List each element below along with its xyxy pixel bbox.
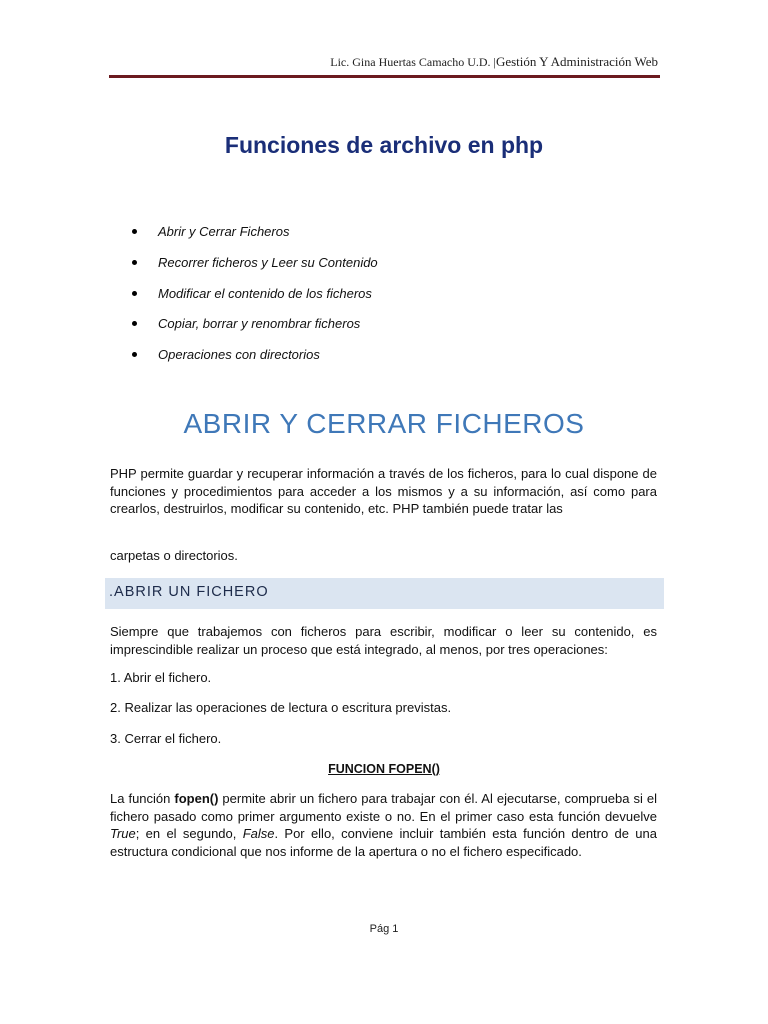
fopen-text-4: . Por ello, conviene incluir también esta función dentro de una estructura condicional que nos informe de la apertura o no el fichero especificado. [110,826,657,859]
topics-list [130,222,378,376]
document-title: Funciones de archivo en php [224,132,544,158]
step-item: 2. Realizar las operaciones de lectura o escritura previstas. [110,700,452,715]
fopen-text-2: permite abrir un fichero para trabajar con él. Al ejecutarse, comprueba si el fichero pasado como primer argumento existe o no. En el primer caso esta función devuelve [110,791,657,824]
header-divider [109,75,660,78]
true-word: True [110,826,136,841]
subheading-bar [105,578,664,609]
list-item: Modificar el contenido de los ficheros [130,284,378,315]
false-word: False [242,826,275,841]
fopen-text-3: ; en el segundo, [135,826,243,841]
step-item: 1. Abrir el fichero. [110,670,212,685]
subheading: .ABRIR UN FICHERO [109,584,269,600]
header-author: Lic. Gina Huertas Camacho U.D. | [330,55,496,69]
step-item: 3. Cerrar el fichero. [110,731,222,746]
header-course: Gestión Y Administración Web [495,54,658,69]
list-item: Operaciones con directorios [130,345,378,376]
operations-paragraph: Siempre que trabajemos con ficheros para escribir, modificar o leer su contenido, es imprescindible realizar un proceso que está integrado, al menos, por tres operaciones: [110,624,657,657]
intro-paragraph-tail: carpetas o directorios. [110,548,238,563]
list-item: Copiar, borrar y renombrar ficheros [130,314,378,345]
list-item: Recorrer ficheros y Leer su Contenido [130,253,378,284]
page-number: Pág 1 [369,923,399,935]
intro-paragraph: PHP permite guardar y recuperar información a través de los ficheros, para lo cual dispone de funciones y procedimientos para acceder a los mismos y a su información, así como para crearlos, destruirlos, modificar su contenido, etc. PHP también puede tratar las [110,466,657,516]
function-title: FUNCION FOPEN() [328,762,440,776]
fopen-function-name: fopen() [174,791,219,806]
page-header [330,54,658,70]
list-item: Abrir y Cerrar Ficheros [130,222,378,253]
fopen-paragraph [110,790,657,860]
fopen-text-1: La función [110,791,175,806]
section-heading: ABRIR Y CERRAR FICHEROS [183,408,585,439]
